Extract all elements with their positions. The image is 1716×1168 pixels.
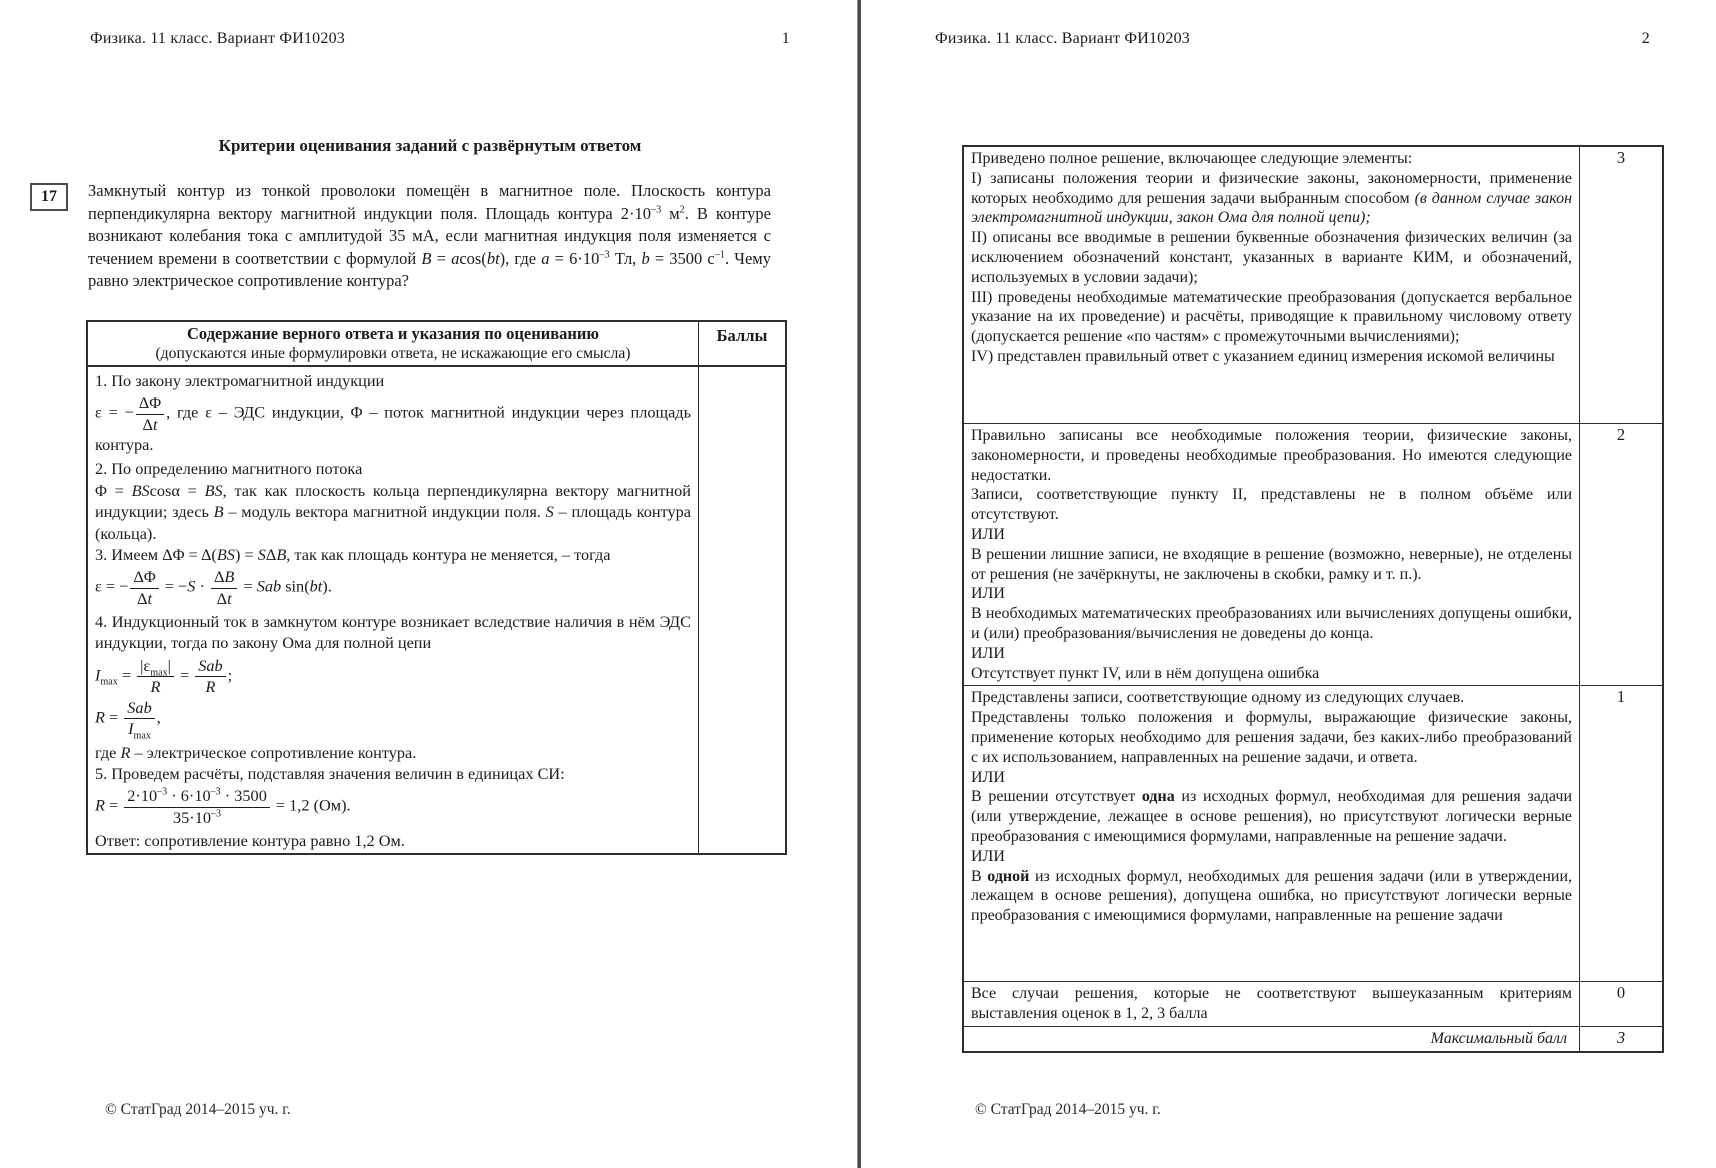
criteria-text-cell: Правильно записаны все необходимые положения теории, физические законы, закономерности, и проведены необходимые преобразования. Но имеются следующие недостатки. Записи, соответствующие пункту II, представлены не в полном объёме или отсутствуют. ИЛИ В решении лишние записи, не входящие в решение (возможно, неверные), не отделены от решения (не зачёркнуты, не заключены в скобки, рамку и т. п.). ИЛИ В необходимых математических преобразованиях или вычислениях допущены ошибки, и (или) преобразования/вычисления не доведены до конца. ИЛИ Отсутствует пункт IV, или в нём допущена ошибка	[963, 424, 1580, 686]
answer-table-content-row	[87, 366, 786, 854]
score-cell: 1	[1580, 686, 1664, 982]
answer-header-line2: (допускаются иные формулировки ответа, не искажающие его смысла)	[155, 345, 631, 362]
document-title: Физика. 11 класс. Вариант ФИ10203	[90, 30, 345, 47]
copyright-footer: © СтатГрад 2014–2015 уч. г.	[975, 1101, 1161, 1118]
page-number: 1	[781, 30, 790, 47]
page-2-header	[935, 30, 1650, 48]
max-score-row	[963, 1026, 1663, 1051]
max-score-value: 3	[1580, 1026, 1664, 1051]
page-1	[0, 0, 857, 1168]
criteria-table	[962, 145, 1664, 1053]
task-number: 17	[41, 188, 57, 205]
solution-points-cell	[699, 366, 787, 854]
problem-statement: Замкнутый контур из тонкой проволоки помещён в магнитное поле. Плоскость контура перпендикулярна вектору магнитной индукции поля. Площадь контура $2\cdot 10^{-3}$ $м^2$. В контуре возникают колебания тока с амплитудой 35 мА, если магнитная индукция поля изменяется с течением времени в соответствии с формулой B = acos(bt), где $a = 6\cdot 10^{-3}$ Тл, b = 3500 $с^{-1}$. Чему равно электрическое сопротивление контура?	[88, 181, 771, 291]
answer-table-header-row	[87, 321, 786, 366]
criteria-row-0-points	[963, 982, 1663, 1027]
criteria-row-1-point	[963, 686, 1663, 982]
answer-table-header-content	[87, 321, 699, 366]
score-cell: 2	[1580, 424, 1664, 686]
page-2	[860, 0, 1716, 1168]
score-cell: 0	[1580, 982, 1664, 1027]
criteria-row-3-points	[963, 146, 1663, 424]
solution-content-cell: 1. По закону электромагнитной индукции ε = − $\frac{\Delta\Phi}{\Delta t}$ , где ε – ЭДС индукции, Φ – поток магнитной индукции через площадь контура. 2. По определению магнитного потока Φ = BScosα = BS, так как плоскость кольца перпендикулярна вектору магнитной индукции; здесь B – модуль вектора магнитной индукции поля. S – площадь контура (кольца). 3. Имеем ΔΦ = Δ(BS) = SΔB, так как площадь контура не меняется, – тогда ε = − $\frac{\Delta\Phi}{\Delta t}$ = −S · $\frac{\Delta B}{\Delta t}$ = Sab sin(bt). 4. Индукционный ток в замкнутом контуре возникает вследствие наличия в нём ЭДС индукции, тогда по закону Ома для полной цепи $I_{max}$ = $\frac{|\varepsilon_{max}|}{R}$ = $\frac{\text{Sab}}{R}$ ; R = $\frac{\text{Sab}}{I_{max}}$ , где R – электрическое сопротивление контура. 5. Проведем расчёты, подставляя значения величин в единицах СИ: R = $\frac{2\cdot 10^{-3} \cdot 6\cdot 10^{-3} \cdot 3500}{35\cdot 10^{-3}}$ = 1,2 (Ом). Ответ: сопротивление контура равно 1,2 Ом.	[87, 366, 699, 854]
criteria-main-title: Критерии оценивания заданий с развёрнутым ответом	[218, 136, 642, 155]
max-score-label: Максимальный балл	[963, 1026, 1580, 1051]
page-1-header	[90, 30, 790, 48]
answer-table	[86, 320, 787, 855]
criteria-text-cell: Представлены записи, соответствующие одному из следующих случаев. Представлены только положения и формулы, выражающие физические законы, применение которых необходимо для решения задачи, без каких-либо преобразований с их использованием, направленных на решение задачи, и ответа. ИЛИ В решении отсутствует одна из исходных формул, необходимая для решения задачи (или утверждение, лежащее в основе решения), но присутствуют логически верные преобразования с имеющимися формулами, направленные на решение задачи. ИЛИ В одной из исходных формул, необходимых для решения задачи (или в утверждении, лежащем в основе решения), допущена ошибка, но присутствуют логически верные преобразования с имеющимися формулами, направленные на решение задачи	[963, 686, 1580, 982]
points-column-header: Баллы	[699, 321, 787, 366]
criteria-row-2-points	[963, 424, 1663, 686]
task-number-box	[30, 183, 68, 211]
document-title: Физика. 11 класс. Вариант ФИ10203	[935, 30, 1190, 47]
page-number: 2	[1641, 30, 1650, 47]
score-cell: 3	[1580, 146, 1664, 424]
answer-header-line1: Содержание верного ответа и указания по оцениванию	[187, 324, 599, 343]
criteria-text-cell: Приведено полное решение, включающее следующие элементы: I) записаны положения теории и физические законы, закономерности, применение которых необходимо для решения задачи выбранным способом (в данном случае закон электромагнитной индукции, закон Ома для полной цепи); II) описаны все вводимые в решении буквенные обозначения физических величин (за исключением обозначений констант, указанных в варианте КИМ, и обозначений, используемых в условии задачи); III) проведены необходимые математические преобразования (допускается вербальное указание на их проведение) и расчёты, приводящие к правильному числовому ответу (допускается решение «по частям» с промежуточными вычислениями); IV) представлен правильный ответ с указанием единиц измерения искомой величины	[963, 146, 1580, 424]
criteria-text-cell: Все случаи решения, которые не соответствуют вышеуказанным критериям выставления оценок в 1, 2, 3 балла	[963, 982, 1580, 1027]
copyright-footer: © СтатГрад 2014–2015 уч. г.	[105, 1101, 291, 1118]
